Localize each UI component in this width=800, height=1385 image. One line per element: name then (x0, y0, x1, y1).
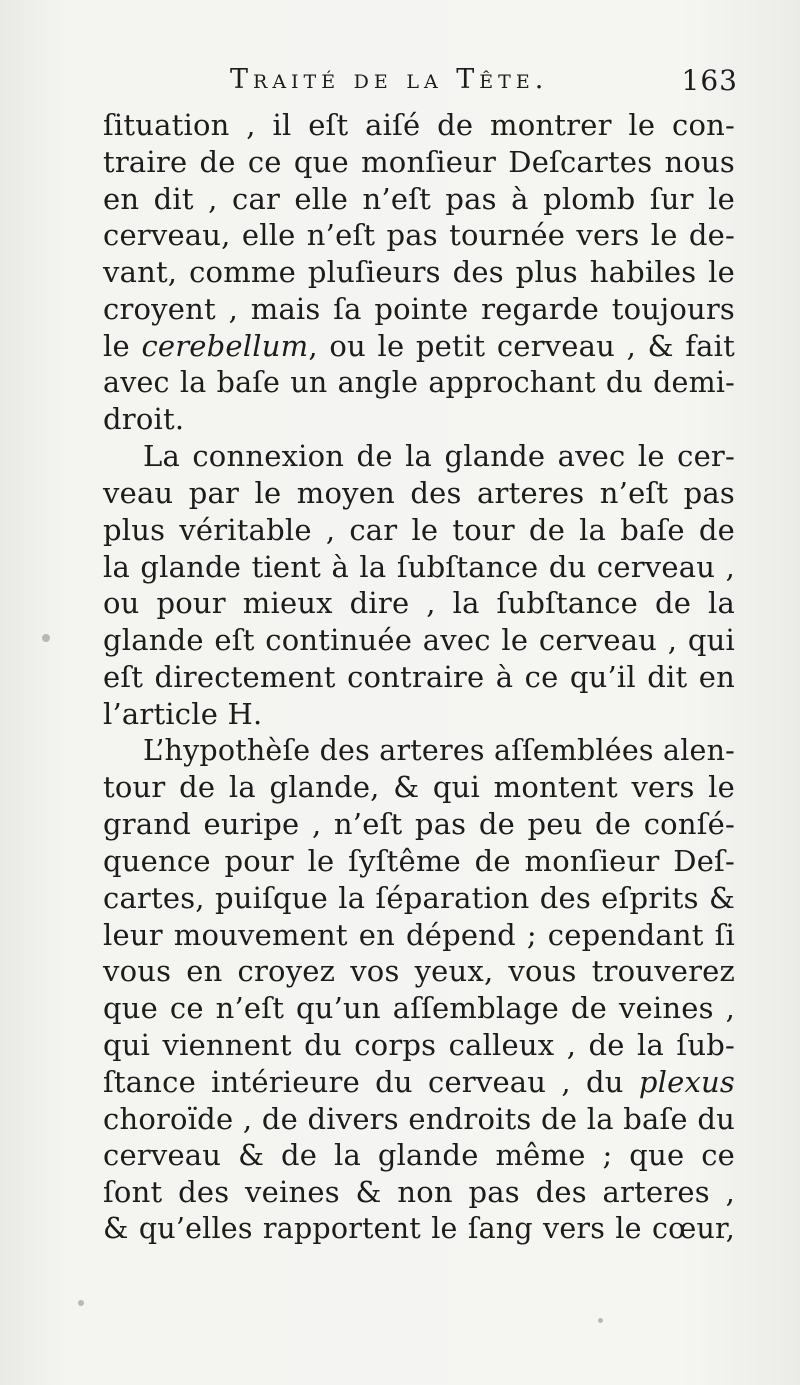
text-line (103, 328, 735, 365)
text-run: ſtance intérieure du cerveau , du (103, 1064, 639, 1099)
text-line: en dit , car elle n’eſt pas à plomb ſur le (103, 181, 735, 216)
text-run: , ou le petit cerveau , & fait (308, 328, 735, 363)
paper-speck (598, 1318, 603, 1323)
paper-speck (42, 634, 50, 642)
text-run: le (103, 328, 142, 363)
text-line: croyent , mais ſa pointe regarde toujours (103, 291, 735, 326)
text-line: glande eſt continuée avec le cerveau , qui (103, 623, 735, 658)
text-line: droit. (103, 402, 185, 437)
text-line (103, 1064, 735, 1101)
text-line: cerveau, elle n’eſt pas tournée vers le de- (103, 218, 735, 253)
text-line: grand euripe , n’eſt pas de peu de conſé- (103, 807, 735, 842)
text-line: avec la baſe un angle approchant du demi- (103, 365, 735, 399)
page-header (230, 64, 750, 104)
italic-term-cerebellum: cerebellum (141, 328, 309, 363)
text-line: l’article H. (103, 696, 263, 731)
text-line: cerveau & de la glande même ; que ce (103, 1138, 735, 1173)
text-line: qui viennent du corps calleux , de la ſub- (103, 1027, 735, 1062)
text-line: eſt directement contraire à ce qu’il dit en (103, 659, 735, 694)
text-line: vous en croyez vos yeux, vous trouverez (103, 954, 735, 989)
text-line: & qu’elles rapportent le ſang vers le cœur, (103, 1211, 735, 1245)
text-line: choroïde , de divers endroits de la baſe du (103, 1101, 735, 1136)
page-number: 163 (681, 64, 738, 97)
text-line: vant, comme pluſieurs des plus habiles le (103, 255, 735, 290)
text-line: veau par le moyen des arteres n’eſt pas (103, 475, 735, 510)
text-line: ſituation , il eſt aiſé de montrer le con- (103, 108, 735, 142)
text-line: quence pour le ſyſtême de monſieur Deſ- (103, 843, 735, 878)
text-line: traire de ce que monſieur Deſcartes nous (103, 144, 735, 179)
text-line: plus véritable , car le tour de la baſe de (103, 512, 735, 547)
text-line: que ce n’eſt qu’un aſſemblage de veines , (103, 991, 735, 1026)
body-text (103, 107, 735, 1248)
italic-term-plexus: plexus (638, 1064, 735, 1099)
text-line: ou pour mieux dire , la ſubſtance de la (103, 586, 735, 621)
running-title: Traité de la Tête. (230, 64, 549, 95)
text-line: tour de la glande, & qui montent vers le (103, 770, 735, 805)
text-line: leur mouvement en dépend ; cependant ſi (103, 917, 735, 952)
paragraph-first-line: La connexion de la glande avec le cer- (143, 439, 735, 474)
text-line: cartes, puiſque la ſéparation des eſprits & (103, 880, 735, 915)
paper-speck (78, 1300, 84, 1306)
paragraph-first-line: L’hypothèſe des arteres aſſemblées alen- (143, 733, 735, 767)
text-line: ſont des veines & non pas des arteres , (103, 1175, 735, 1210)
text-line: la glande tient à la ſubſtance du cerveau , (103, 549, 735, 584)
